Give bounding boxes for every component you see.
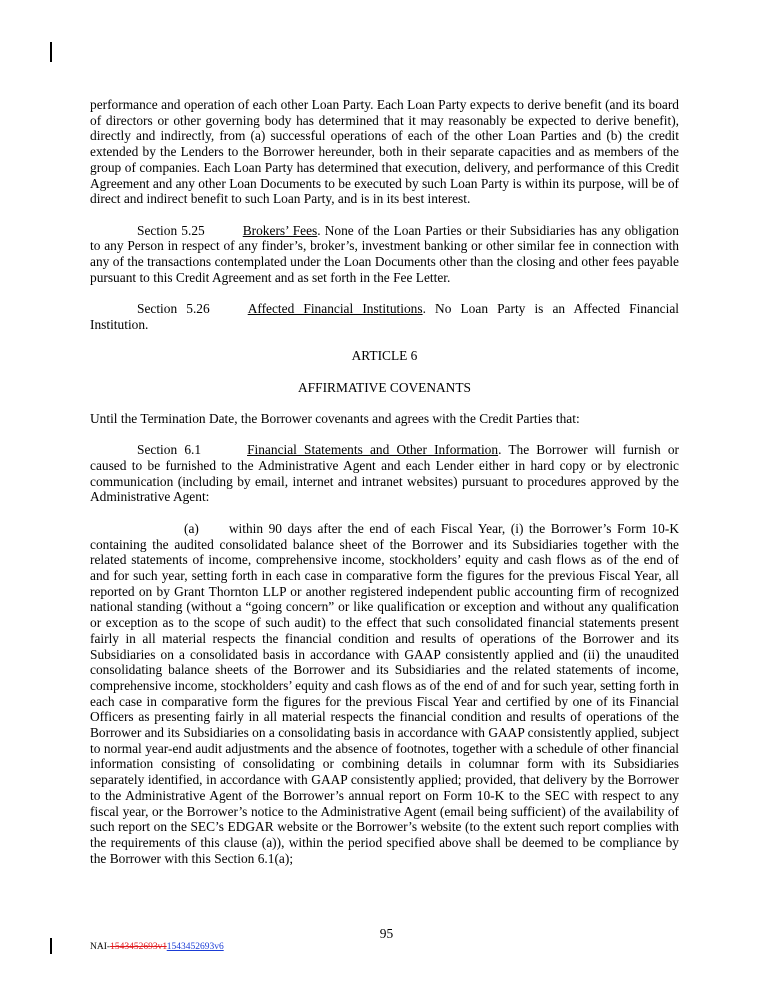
docid-prefix: NAI- (90, 942, 111, 952)
paragraph-loan-party-benefit: performance and operation of each other Loan Party. Each Loan Party expects to derive benefit (and its board of directors or other governing body has determined that it may reasonably be expected to derive benefit), directly and indirectly, from (a) successful operations of each of the other Loan Parties and (b) the credit extended by the Lenders to the Borrower hereunder, both in their separate capacities and as members of the group of companies. Each Loan Party has determined that execution, delivery, and performance of this Credit Agreement and any other Loan Documents to be executed by such Loan Party is within its purpose, will be of direct and indirect benefit to such Loan Party, and is in its best interest. (90, 97, 679, 207)
clause-a-body: within 90 days after the end of each Fiscal Year, (i) the Borrower’s Form 10-K containing the audited consolidated balance sheet of the Borrower and its Subsidiaries together with the related statements of income, comprehensive income, stockholders’ equity and cash flows as of the end of and for such year, setting forth in each case in comparative form the figures for the previous Fiscal Year, all reported on by Grant Thornton LLP or another registered independent public accounting firm of recognized national standing (without a “going concern” or like qualification or exception and without any qualification or exception as to the scope of such audit) to the effect that such consolidated financial statements present fairly in all material respects the financial condition and results of operations of the Borrower and its Subsidiaries on a consolidated basis in accordance with GAAP consistently applied and (ii) the unaudited consolidating balance sheets of the Borrower and its Subsidiaries and the related statements of income, comprehensive income, stockholders’ equity and cash flows as of the end of and for such year, setting forth in each case in comparative form the figures for the previous Fiscal Year and certified by one of its Financial Officers as presenting fairly in all material respects the financial condition and results of operations of the Borrower and its Subsidiaries on a consolidating basis in accordance with GAAP consistently applied, subject to normal year-end audit adjustments and the absence of footnotes, together with a schedule of other financial information consisting of consolidating or combining details in columnar form with its Subsidiaries separately identified, in accordance with GAAP consistently applied; provided, that delivery by the Borrower to the Administrative Agent of the Borrower’s annual report on Form 10-K to the SEC with respect to any fiscal year, or the Borrower’s notice to the Administrative Agent (email being sufficient) of the availability of such report on the SEC’s EDGAR website or the Borrower’s website (to the extent such report complies with the requirements of this clause (a)), within the period specified above shall be deemed to be compliance by the Borrower with this Section 6.1(a); (90, 520, 679, 866)
section-5-25-number: Section 5.25 (137, 222, 205, 238)
article-title: AFFIRMATIVE COVENANTS (298, 379, 471, 395)
section-5-26-body: . No Loan Party is an Affected Financial Institution. (90, 301, 680, 332)
change-bar-top (50, 42, 52, 62)
section-5-25 (90, 223, 679, 286)
article-number: ARTICLE 6 (351, 348, 418, 364)
document-body (90, 97, 679, 882)
section-6-1-body: . The Borrower will furnish or caused to be furnished to the Administrative Agent and each Lender either in hard copy or by electronic communication (including by email, internet and intranet websites) pursuant to procedures approved by the Administrative Agent: (90, 442, 679, 505)
page-number: 95 (379, 926, 394, 941)
section-5-25-title: Brokers’ Fees (242, 222, 318, 238)
document-id (90, 942, 224, 952)
section-6-1-title: Financial Statements and Other Information (247, 442, 499, 458)
section-5-25-body: . None of the Loan Parties or their Subsidiaries has any obligation to any Person in respect of any finder’s, broker’s, investment banking or other similar fee in connection with any of the transactions contemplated under the Loan Documents other than the closing and other fees payable pursuant to this Credit Agreement and as set forth in the Fee Letter. (90, 222, 679, 285)
section-5-26-title: Affected Financial Institutions (247, 301, 423, 317)
clause-a (90, 521, 679, 866)
clause-a-label: (a) (184, 520, 199, 536)
section-6-1 (90, 442, 679, 505)
section-6-1-number: Section 6.1 (137, 442, 202, 458)
section-5-26-number: Section 5.26 (137, 301, 210, 317)
docid-inserted-version: 1543452693v6 (166, 942, 224, 952)
docid-deleted-version: 1543452693v1 (110, 942, 167, 952)
section-5-26 (90, 301, 679, 332)
covenants-intro: Until the Termination Date, the Borrower covenants and agrees with the Credit Parties that: (90, 410, 580, 426)
